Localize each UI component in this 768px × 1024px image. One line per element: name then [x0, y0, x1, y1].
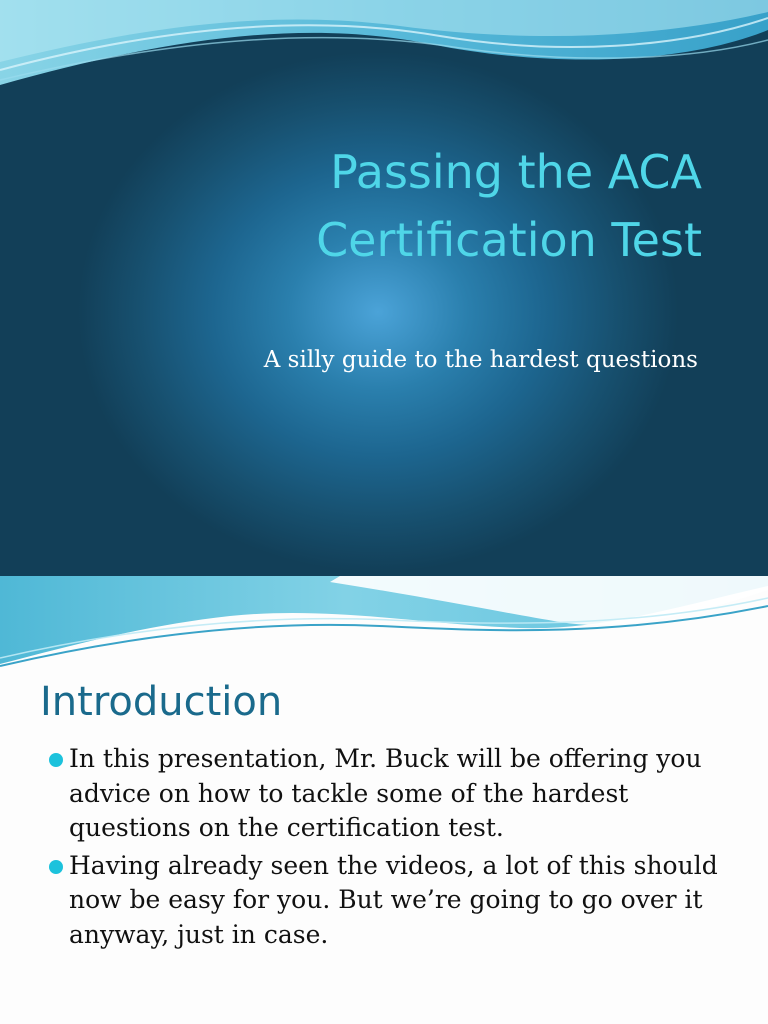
slide-title	[62, 138, 702, 274]
slide-subtitle: A silly guide to the hardest questions	[263, 347, 698, 373]
bullet-dot-icon	[49, 860, 63, 874]
list-item	[46, 742, 736, 846]
wave-decoration	[0, 0, 768, 90]
title-line-2: Certification Test	[316, 213, 702, 267]
bullet-dot-icon	[49, 753, 63, 767]
list-item	[46, 849, 736, 953]
introduction-slide	[0, 576, 768, 1024]
title-line-1: Passing the ACA	[330, 145, 702, 199]
bullet-text: Having already seen the videos, a lot of this should now be easy for you. But we’re going to go over it anyway, just in case.	[69, 850, 718, 949]
bullet-text: In this presentation, Mr. Buck will be offering you advice on how to tackle some of the hardest questions on the certification test.	[69, 744, 702, 842]
wave-decoration	[0, 576, 768, 671]
slide-heading: Introduction	[40, 679, 283, 725]
bullet-list	[46, 742, 736, 955]
